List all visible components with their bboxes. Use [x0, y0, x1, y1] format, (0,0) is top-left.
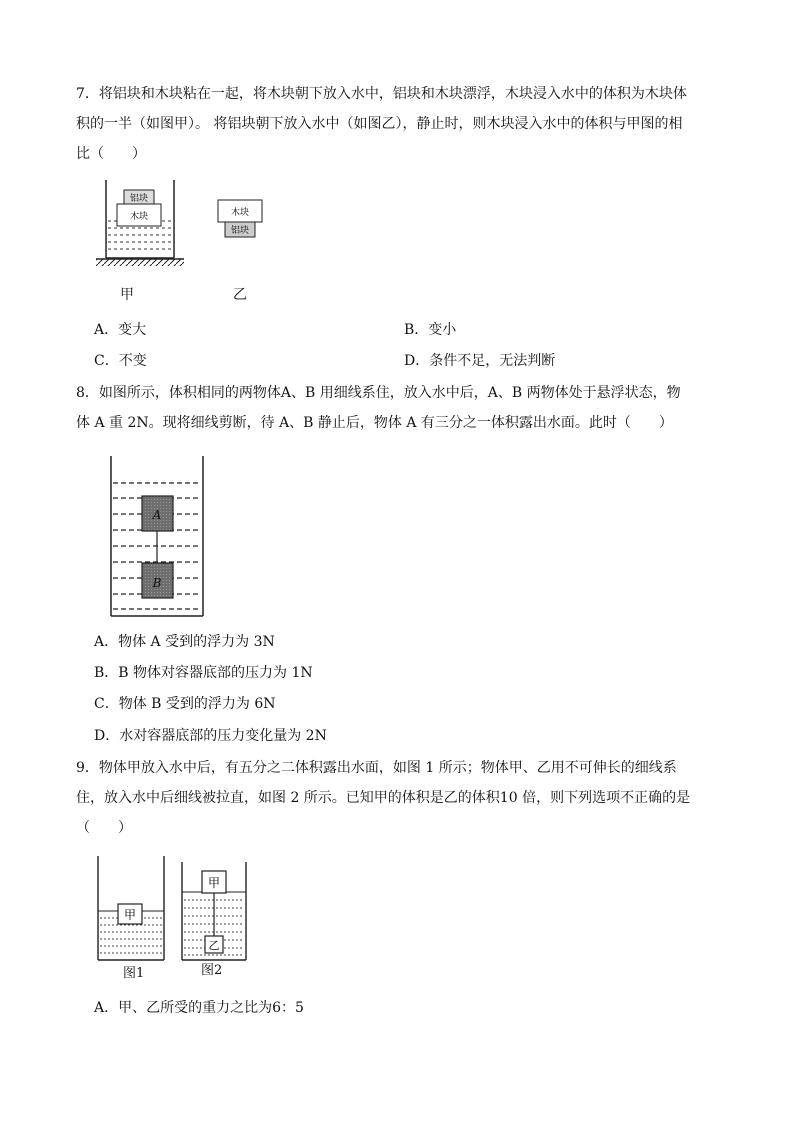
svg-text:铝块: 铝块: [230, 226, 250, 236]
q7-figure: [92, 180, 282, 272]
q9-option-a[interactable]: A．甲、乙所受的重力之比为6：5: [94, 1000, 304, 1016]
q7-wood-block-right: [218, 200, 262, 222]
q9-block-jia-fig1: [118, 904, 142, 924]
q7-option-a[interactable]: A．变大: [94, 322, 147, 338]
q8-block-a: [142, 496, 173, 531]
q8-label-a: A: [152, 508, 162, 522]
q7-caption-yi: 乙: [233, 287, 247, 303]
svg-text:甲: 甲: [123, 908, 137, 922]
q9-figure: [94, 856, 254, 964]
q8-option-a[interactable]: A．物体 A 受到的浮力为 3N: [94, 634, 275, 650]
svg-text:甲: 甲: [207, 876, 221, 890]
q9-block-jia-fig2: [202, 871, 226, 893]
q7-aluminum-block-top: [124, 190, 154, 204]
q7-text-line3: 比（ ）: [76, 146, 146, 162]
q7-option-d[interactable]: D．条件不足，无法判断: [404, 353, 556, 369]
q9-text-line1: 9．物体甲放入水中后，有五分之二体积露出水面，如图 1 所示；物体甲、乙用不可伸长的细线系: [76, 760, 677, 776]
q7-caption-jia: 甲: [120, 287, 134, 303]
q8-label-b: B: [152, 576, 162, 590]
q7-wood-label: 木块: [129, 212, 149, 222]
q8-option-b[interactable]: B．B 物体对容器底部的压力为 1N: [94, 665, 313, 681]
q9-caption-fig1: 图1: [123, 966, 145, 981]
q8-option-d[interactable]: D．水对容器底部的压力变化量为 2N: [94, 728, 327, 744]
svg-text:木块: 木块: [230, 208, 250, 218]
q7-option-c[interactable]: C．不变: [94, 353, 147, 369]
q7-aluminum-block-right: [225, 222, 255, 237]
q8-option-c[interactable]: C．物体 B 受到的浮力为 6N: [94, 696, 276, 712]
q9-text-line2: 住，放入水中后细线被拉直，如图 2 所示。已知甲的体积是乙的体积10 倍，则下列选项不正确的是: [76, 790, 691, 806]
q9-block-yi-fig2: [205, 936, 223, 953]
q7-option-b[interactable]: B．变小: [404, 322, 457, 338]
q7-wood-block-bottom: [117, 204, 161, 226]
q9-text-line3: （ ）: [76, 820, 132, 836]
q8-figure: [108, 456, 208, 620]
svg-text:乙: 乙: [208, 939, 220, 952]
q7-aluminum-label: 铝块: [129, 194, 149, 204]
q7-text-line1: 7．将铝块和木块粘在一起，将木块朝下放入水中，铝块和木块漂浮，木块浸入水中的体积为木块体: [76, 86, 687, 102]
q8-text-line2: 体 A 重 2N。现将细线剪断，待 A、B 静止后，物体 A 有三分之一体积露出水面。此时（ ）: [76, 415, 673, 431]
q8-text-line1: 8．如图所示，体积相同的两物体A、B 用细线系住，放入水中后，A、B 两物体处于悬浮状态，物: [76, 385, 681, 401]
q7-text-line2: 积的一半（如图甲）。 将铝块朝下放入水中（如图乙），静止时，则木块浸入水中的体积与甲图的相: [76, 116, 683, 132]
q9-caption-fig2: 图2: [201, 963, 223, 978]
q8-block-b: [142, 563, 173, 598]
